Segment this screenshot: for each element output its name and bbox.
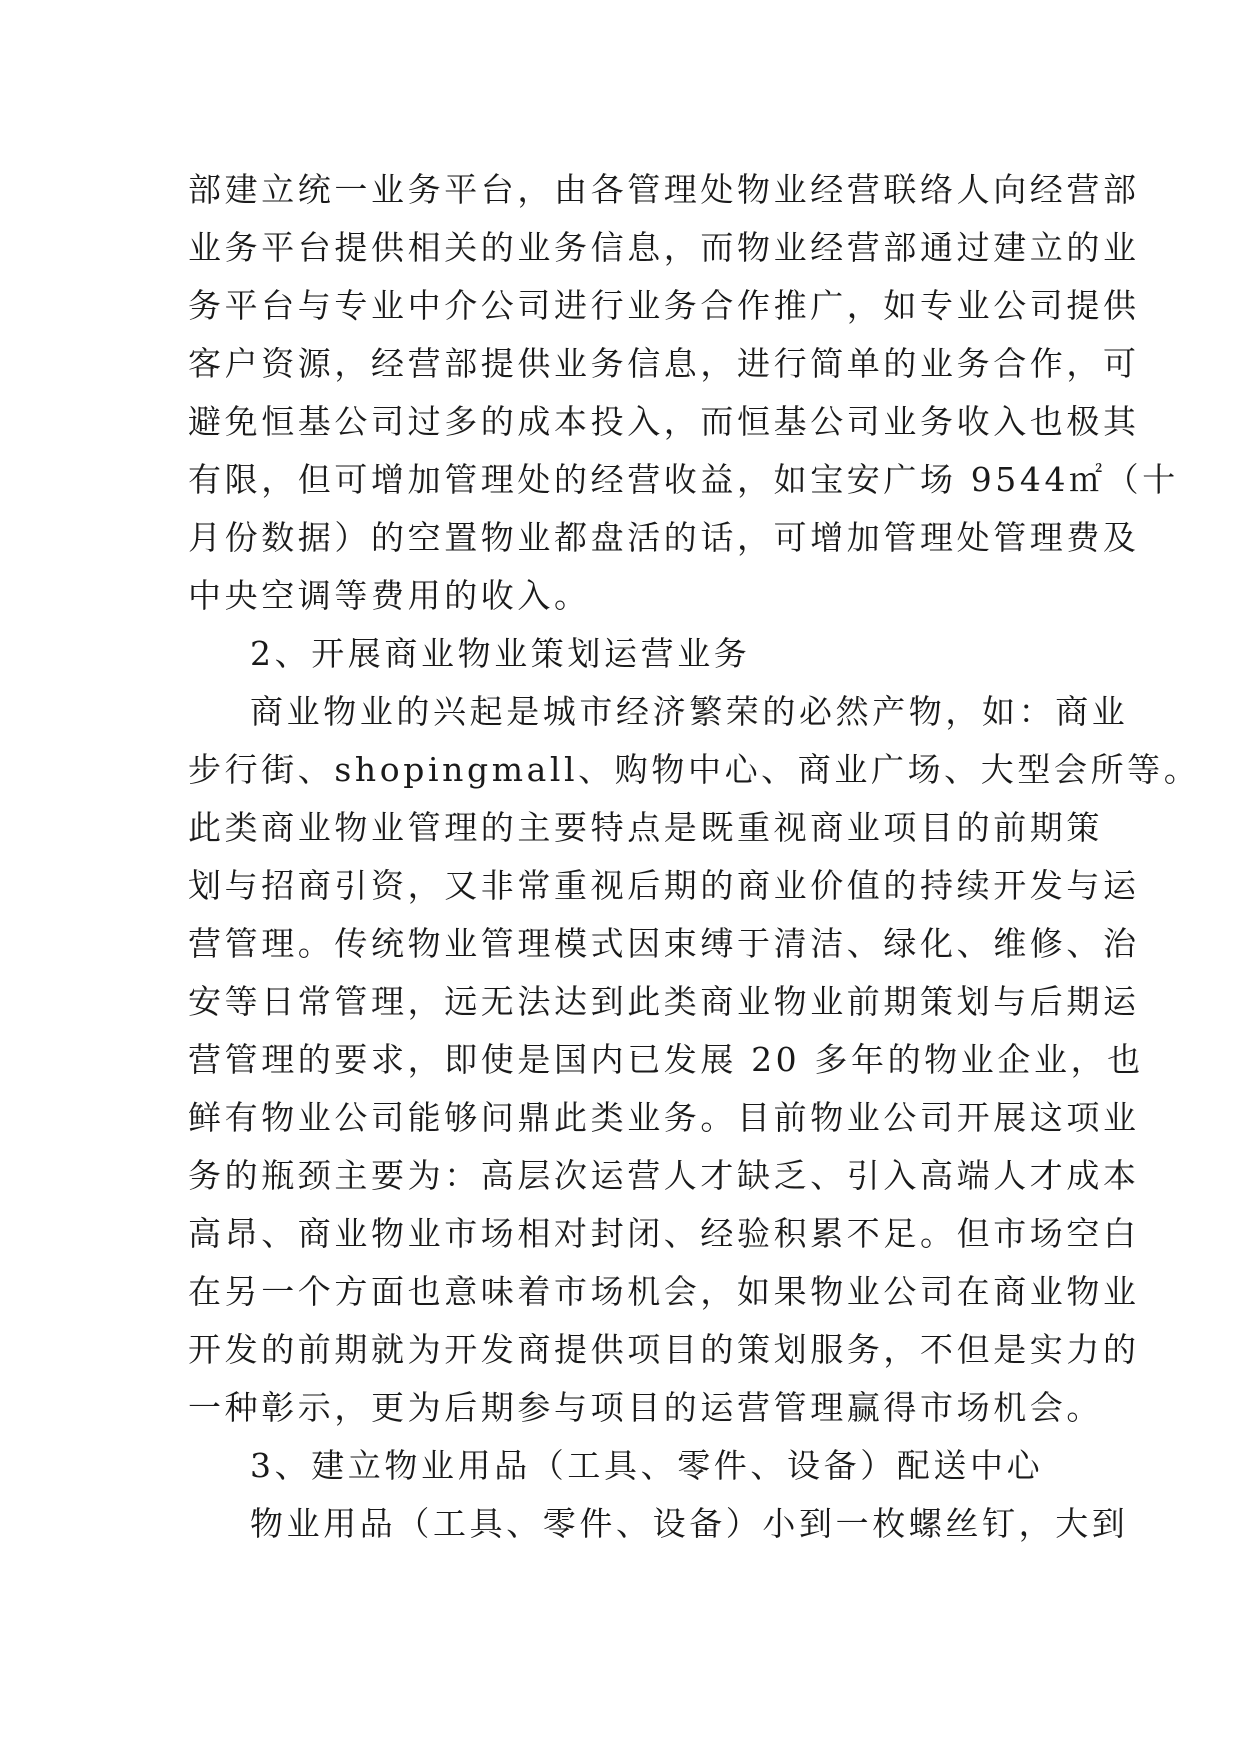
text-line: 鲜有物业公司能够问鼎此类业务。目前物业公司开展这项业: [188, 1098, 1140, 1137]
text-line: 务平台与专业中介公司进行业务合作推广，如专业公司提供: [188, 286, 1140, 325]
text-line: 月份数据）的空置物业都盘活的话，可增加管理处管理费及: [188, 518, 1140, 557]
text-line: 开发的前期就为开发商提供项目的策划服务，不但是实力的: [188, 1330, 1140, 1369]
text-line: 物业用品（工具、零件、设备）小到一枚螺丝钉，大到: [250, 1504, 1129, 1543]
text-line: 步行街、shopingmall、购物中心、商业广场、大型会所等。: [188, 750, 1201, 789]
text-line: 部建立统一业务平台，由各管理处物业经营联络人向经营部: [188, 170, 1140, 209]
text-line: 一种彰示，更为后期参与项目的运营管理赢得市场机会。: [188, 1388, 1103, 1427]
text-line: 有限，但可增加管理处的经营收益，如宝安广场 9544㎡（十: [188, 460, 1179, 499]
text-line: 高昂、商业物业市场相对封闭、经验积累不足。但市场空白: [188, 1214, 1140, 1253]
text-line: 务的瓶颈主要为：高层次运营人才缺乏、引入高端人才成本: [188, 1156, 1140, 1195]
text-line: 安等日常管理，远无法达到此类商业物业前期策划与后期运: [188, 982, 1140, 1021]
text-line: 营管理的要求，即使是国内已发展 20 多年的物业企业，也: [188, 1040, 1144, 1079]
text-line: 在另一个方面也意味着市场机会，如果物业公司在商业物业: [188, 1272, 1140, 1311]
text-line: 商业物业的兴起是城市经济繁荣的必然产物，如：商业: [250, 692, 1129, 731]
text-line: 营管理。传统物业管理模式因束缚于清洁、绿化、维修、治: [188, 924, 1140, 963]
text-line: 避免恒基公司过多的成本投入，而恒基公司业务收入也极其: [188, 402, 1140, 441]
text-line: 客户资源，经营部提供业务信息，进行简单的业务合作，可: [188, 344, 1140, 383]
section-heading: 3、建立物业用品（工具、零件、设备）配送中心: [250, 1446, 1044, 1485]
text-line: 划与招商引资，又非常重视后期的商业价值的持续开发与运: [188, 866, 1140, 905]
text-line: 中央空调等费用的收入。: [188, 576, 591, 615]
section-heading: 2、开展商业物业策划运营业务: [250, 634, 751, 673]
text-line: 业务平台提供相关的业务信息，而物业经营部通过建立的业: [188, 228, 1140, 267]
text-line: 此类商业物业管理的主要特点是既重视商业项目的前期策: [188, 808, 1103, 847]
